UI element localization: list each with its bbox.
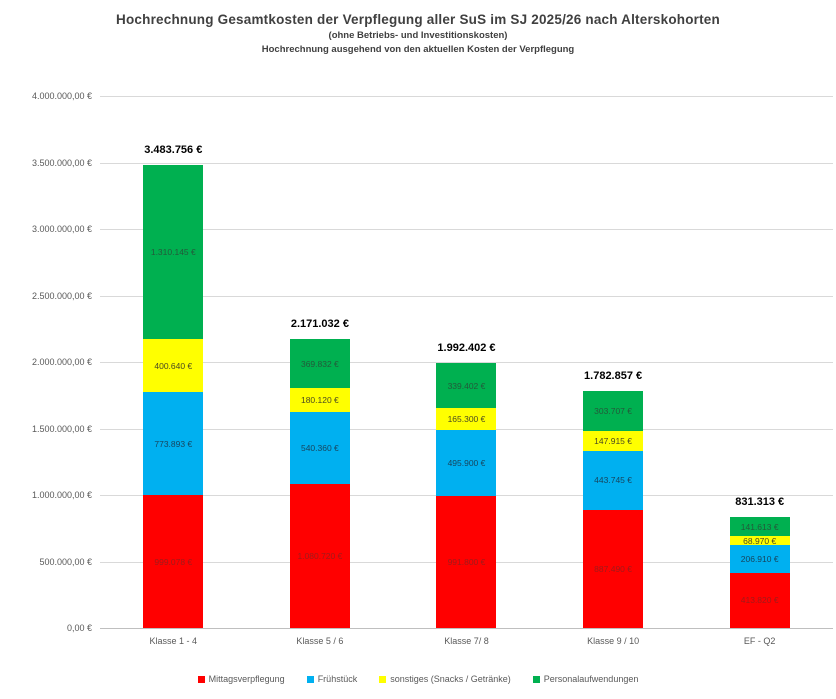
segment-label: 540.360 € — [300, 443, 339, 454]
bar-segment — [290, 339, 350, 388]
segment-label: 165.300 € — [447, 414, 486, 425]
segment-label: 400.640 € — [154, 360, 193, 371]
bar-segment — [730, 573, 790, 628]
total-label: 831.313 € — [735, 496, 785, 509]
legend-swatch-icon — [198, 676, 205, 683]
total-label: 3.483.756 € — [144, 143, 203, 156]
chart-subtitle-2: Hochrechnung ausgehend von den aktuellen Kosten der Verpflegung — [261, 44, 575, 55]
x-category-label: Klasse 7/ 8 — [444, 636, 489, 646]
bar-segment — [583, 451, 643, 510]
chart-title-block — [0, 12, 836, 55]
segment-label: 1.310.145 € — [150, 246, 196, 257]
segment-label: 887.490 € — [594, 563, 632, 574]
total-label: 2.171.032 € — [290, 318, 349, 331]
bar-segment — [143, 339, 203, 392]
y-tick-label: 1.000.000,00 € — [31, 490, 92, 500]
bar-segment — [583, 391, 643, 431]
bar — [583, 391, 643, 628]
y-tick-label: 2.500.000,00 € — [31, 290, 92, 301]
bar-segment — [730, 517, 790, 536]
y-tick-label: 2.000.000,00 € — [31, 357, 92, 367]
chart-subtitle-1: (ohne Betriebs- und Investitionskosten) — [328, 30, 508, 41]
bar-slot — [247, 96, 394, 628]
grid-line — [100, 628, 833, 629]
bar-segment — [730, 545, 790, 573]
bar — [143, 165, 203, 628]
bar-segment — [436, 363, 496, 408]
segment-label: 1.080.720 € — [297, 551, 343, 562]
segment-label: 147.915 € — [594, 436, 632, 447]
y-tick-label: 3.000.000,00 € — [31, 224, 92, 234]
total-label: 1.782.857 € — [584, 369, 643, 382]
legend-item — [307, 674, 358, 684]
segment-label: 991.800 € — [447, 557, 486, 568]
segment-label: 369.832 € — [300, 358, 339, 369]
bar-segment — [436, 430, 496, 496]
bar-slot — [100, 96, 247, 628]
segment-label: 180.120 € — [300, 395, 339, 406]
bar — [730, 517, 790, 628]
bar-segment — [143, 495, 203, 628]
legend-item — [533, 674, 639, 684]
legend-item — [379, 674, 511, 684]
bar-segment — [143, 392, 203, 495]
y-tick-label: 500.000,00 € — [39, 556, 92, 567]
segment-label: 495.900 € — [447, 458, 486, 469]
segment-label: 68.970 € — [743, 536, 777, 546]
segment-label: 773.893 € — [154, 438, 193, 449]
bar-slot — [686, 96, 833, 628]
bar-slot — [393, 96, 540, 628]
legend-swatch-icon — [533, 676, 540, 683]
x-category-label: EF - Q2 — [743, 636, 776, 646]
legend-label: Personalaufwendungen — [543, 674, 639, 684]
plot-area — [100, 96, 833, 628]
legend-swatch-icon — [379, 676, 386, 683]
y-tick-label: 4.000.000,00 € — [31, 91, 92, 101]
bar — [290, 339, 350, 628]
bar-segment — [143, 165, 203, 339]
segment-label: 339.402 € — [447, 380, 486, 391]
segment-label: 141.613 € — [740, 521, 779, 532]
x-category-label: Klasse 1 - 4 — [149, 636, 198, 646]
total-label: 1.992.402 € — [437, 342, 496, 354]
bar-segment — [436, 496, 496, 628]
bar — [436, 363, 496, 628]
legend-label: sonstiges (Snacks / Getränke) — [390, 674, 511, 684]
bar-segment — [290, 412, 350, 484]
chart-title: Hochrechnung Gesamtkosten der Verpflegung aller SuS im SJ 2025/26 nach Alterskohorten — [116, 12, 720, 27]
y-tick-label: 0,00 € — [66, 623, 92, 633]
bar-segment — [583, 510, 643, 628]
segment-label: 206.910 € — [740, 554, 779, 565]
legend-label: Mittagsverpflegung — [208, 674, 285, 684]
bar-segment — [290, 388, 350, 412]
segment-label: 303.707 € — [594, 406, 632, 417]
legend — [0, 674, 836, 684]
y-tick-label: 1.500.000,00 € — [31, 423, 92, 434]
bar-segment — [436, 408, 496, 430]
bar-segment — [730, 536, 790, 545]
bar-segment — [290, 484, 350, 628]
legend-swatch-icon — [307, 676, 314, 683]
legend-label: Frühstück — [317, 674, 358, 684]
segment-label: 413.820 € — [740, 595, 779, 606]
y-tick-label: 3.500.000,00 € — [31, 157, 92, 168]
x-category-label: Klasse 9 / 10 — [587, 636, 640, 646]
segment-label: 443.745 € — [594, 475, 632, 486]
bar-segment — [583, 431, 643, 451]
legend-item — [198, 674, 285, 684]
segment-label: 999.078 € — [154, 556, 193, 567]
x-category-label: Klasse 5 / 6 — [296, 636, 344, 646]
bar-slot — [540, 96, 687, 628]
